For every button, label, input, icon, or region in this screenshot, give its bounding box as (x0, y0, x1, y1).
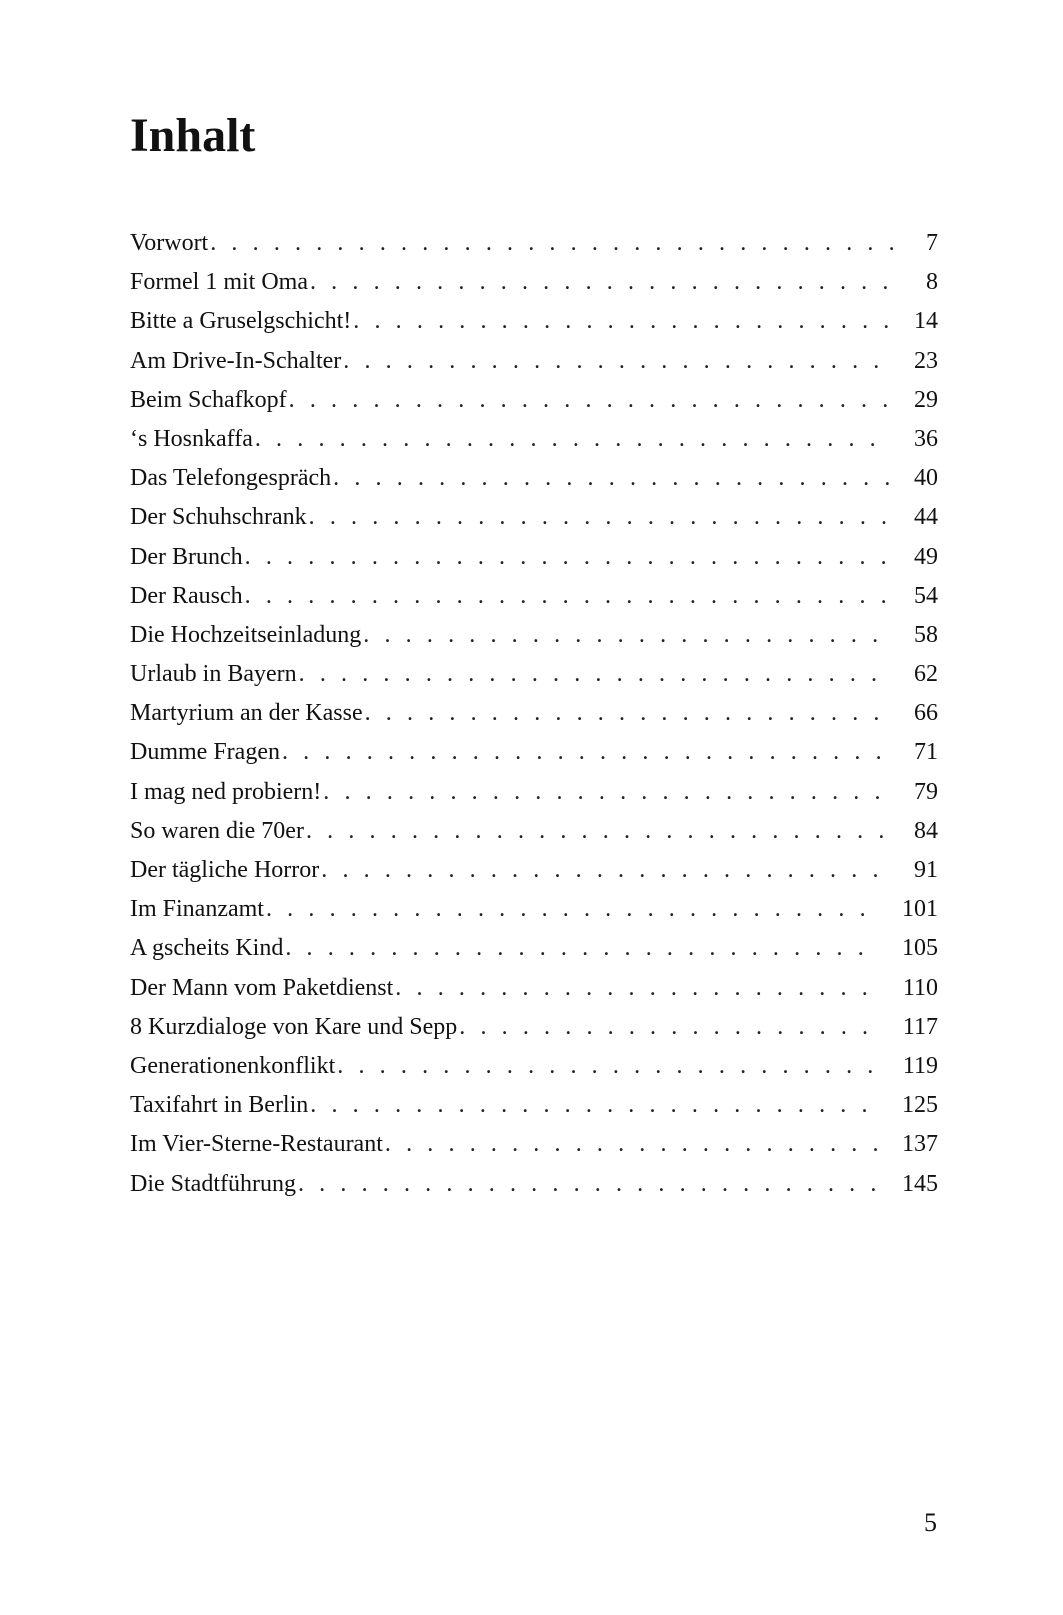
toc-entry (130, 342, 938, 381)
toc-entry (130, 616, 938, 655)
toc-entry (130, 851, 938, 890)
toc-entry (130, 694, 938, 733)
toc-entry (130, 1008, 938, 1047)
toc-entry (130, 459, 938, 498)
toc-entry (130, 733, 938, 772)
toc-dot-leader (298, 1165, 880, 1204)
toc-entry-page: 54 (914, 582, 938, 609)
toc-entry-title: Dumme Fragen (130, 739, 280, 766)
toc-entry (130, 302, 938, 341)
toc-entry-page: 40 (914, 465, 938, 492)
toc-entry (130, 538, 938, 577)
toc-dot-leader (289, 381, 892, 420)
toc-dot-leader (282, 733, 892, 772)
toc-entry (130, 1165, 938, 1204)
toc-entry (130, 498, 938, 537)
toc-dot-leader (395, 969, 881, 1008)
toc-dot-leader (459, 1008, 881, 1047)
toc-dot-leader (245, 577, 892, 616)
toc-dot-leader (306, 812, 892, 851)
toc-entry (130, 1086, 938, 1125)
toc-dot-leader (365, 694, 892, 733)
toc-entry-page: 79 (914, 778, 938, 805)
toc-entry-page: 58 (914, 621, 938, 648)
toc-entry-title: ‘s Hosnkaffa (130, 425, 253, 452)
toc-entry-title: Die Hochzeitseinladung (130, 621, 362, 648)
toc-entry (130, 381, 938, 420)
toc-entry (130, 224, 938, 263)
toc-entry-page: 66 (914, 700, 938, 727)
toc-dot-leader (299, 655, 892, 694)
toc-dot-leader (321, 851, 892, 890)
toc-entry-page: 125 (902, 1092, 938, 1119)
toc-entry-title: Im Vier-Sterne-Restaurant (130, 1131, 383, 1158)
toc-entry (130, 263, 938, 302)
toc-entry (130, 1125, 938, 1164)
toc-entry-title: Formel 1 mit Oma (130, 269, 308, 296)
toc-dot-leader (285, 929, 880, 968)
toc-dot-leader (333, 459, 892, 498)
toc-entry-page: 145 (902, 1170, 938, 1197)
toc-dot-leader (210, 224, 896, 263)
toc-entry (130, 812, 938, 851)
toc-dot-leader (323, 773, 892, 812)
toc-entry-page: 117 (902, 1013, 938, 1040)
toc-dot-leader (363, 616, 892, 655)
toc-entry-title: Vorwort (130, 230, 209, 256)
toc-entry-page: 110 (902, 974, 938, 1001)
toc-entry-title: A gscheits Kind (130, 935, 284, 962)
toc-entry-title: 8 Kurzdialoge von Kare und Sepp (130, 1013, 458, 1040)
page-number: 5 (924, 1508, 937, 1537)
toc-entry-title: Generationenkonflikt (130, 1052, 336, 1079)
toc-entry-title: Der Mann vom Paketdienst (130, 974, 394, 1001)
toc-entry (130, 969, 938, 1008)
toc-dot-leader (337, 1047, 881, 1086)
toc-entry-title: Das Telefongespräch (130, 465, 332, 492)
toc-entry-title: Der Rausch (130, 582, 243, 609)
toc-entry-page: 84 (914, 817, 938, 844)
toc-entry-title: Im Finanzamt (130, 896, 264, 923)
toc-entry-title: Beim Schafkopf (130, 386, 287, 413)
toc-entry-title: Bitte a Gruselgschicht! (130, 308, 352, 335)
toc-entry-title: Taxifahrt in Berlin (130, 1092, 309, 1119)
toc-entry-page: 105 (902, 935, 938, 962)
toc-entry (130, 655, 938, 694)
toc-dot-leader (353, 302, 892, 341)
toc-dot-leader (309, 498, 892, 537)
toc-dot-leader (385, 1125, 880, 1164)
toc-entry-page: 101 (902, 896, 938, 923)
toc-entry-title: So waren die 70er (130, 817, 304, 844)
toc-entry (130, 890, 938, 929)
toc-entry-page: 91 (914, 857, 938, 883)
table-of-contents (130, 224, 938, 1204)
toc-entry-title: Am Drive-In-Schalter (130, 347, 342, 374)
toc-dot-leader (343, 342, 892, 381)
toc-entry-page: 119 (902, 1052, 938, 1079)
toc-dot-leader (310, 263, 896, 302)
toc-dot-leader (310, 1086, 880, 1125)
toc-entry-page: 137 (902, 1131, 938, 1158)
toc-entry-title: Der Brunch (130, 543, 243, 570)
toc-entry (130, 929, 938, 968)
toc-entry-page: 7 (926, 230, 938, 256)
toc-entry (130, 773, 938, 812)
toc-entry-title: Die Stadtführung (130, 1170, 296, 1197)
toc-entry-page: 49 (914, 543, 938, 570)
toc-dot-leader (266, 890, 880, 929)
toc-entry-page: 36 (914, 425, 938, 452)
toc-dot-leader (255, 420, 892, 459)
toc-entry-page: 29 (914, 386, 938, 413)
toc-entry (130, 1047, 938, 1086)
toc-entry-page: 44 (914, 504, 938, 531)
toc-dot-leader (245, 538, 892, 577)
toc-entry-title: Der tägliche Horror (130, 857, 320, 883)
toc-entry-title: Martyrium an der Kasse (130, 700, 363, 727)
toc-entry-page: 62 (914, 661, 938, 688)
toc-entry (130, 420, 938, 459)
toc-entry-page: 14 (914, 308, 938, 335)
toc-entry-page: 71 (914, 739, 938, 766)
toc-entry-page: 23 (914, 347, 938, 374)
toc-entry-page: 8 (926, 269, 938, 296)
toc-entry-title: I mag ned probiern! (130, 778, 322, 805)
page-title: Inhalt (130, 109, 256, 162)
toc-entry-title: Urlaub in Bayern (130, 661, 297, 688)
toc-entry-title: Der Schuhschrank (130, 504, 307, 531)
toc-entry (130, 577, 938, 616)
